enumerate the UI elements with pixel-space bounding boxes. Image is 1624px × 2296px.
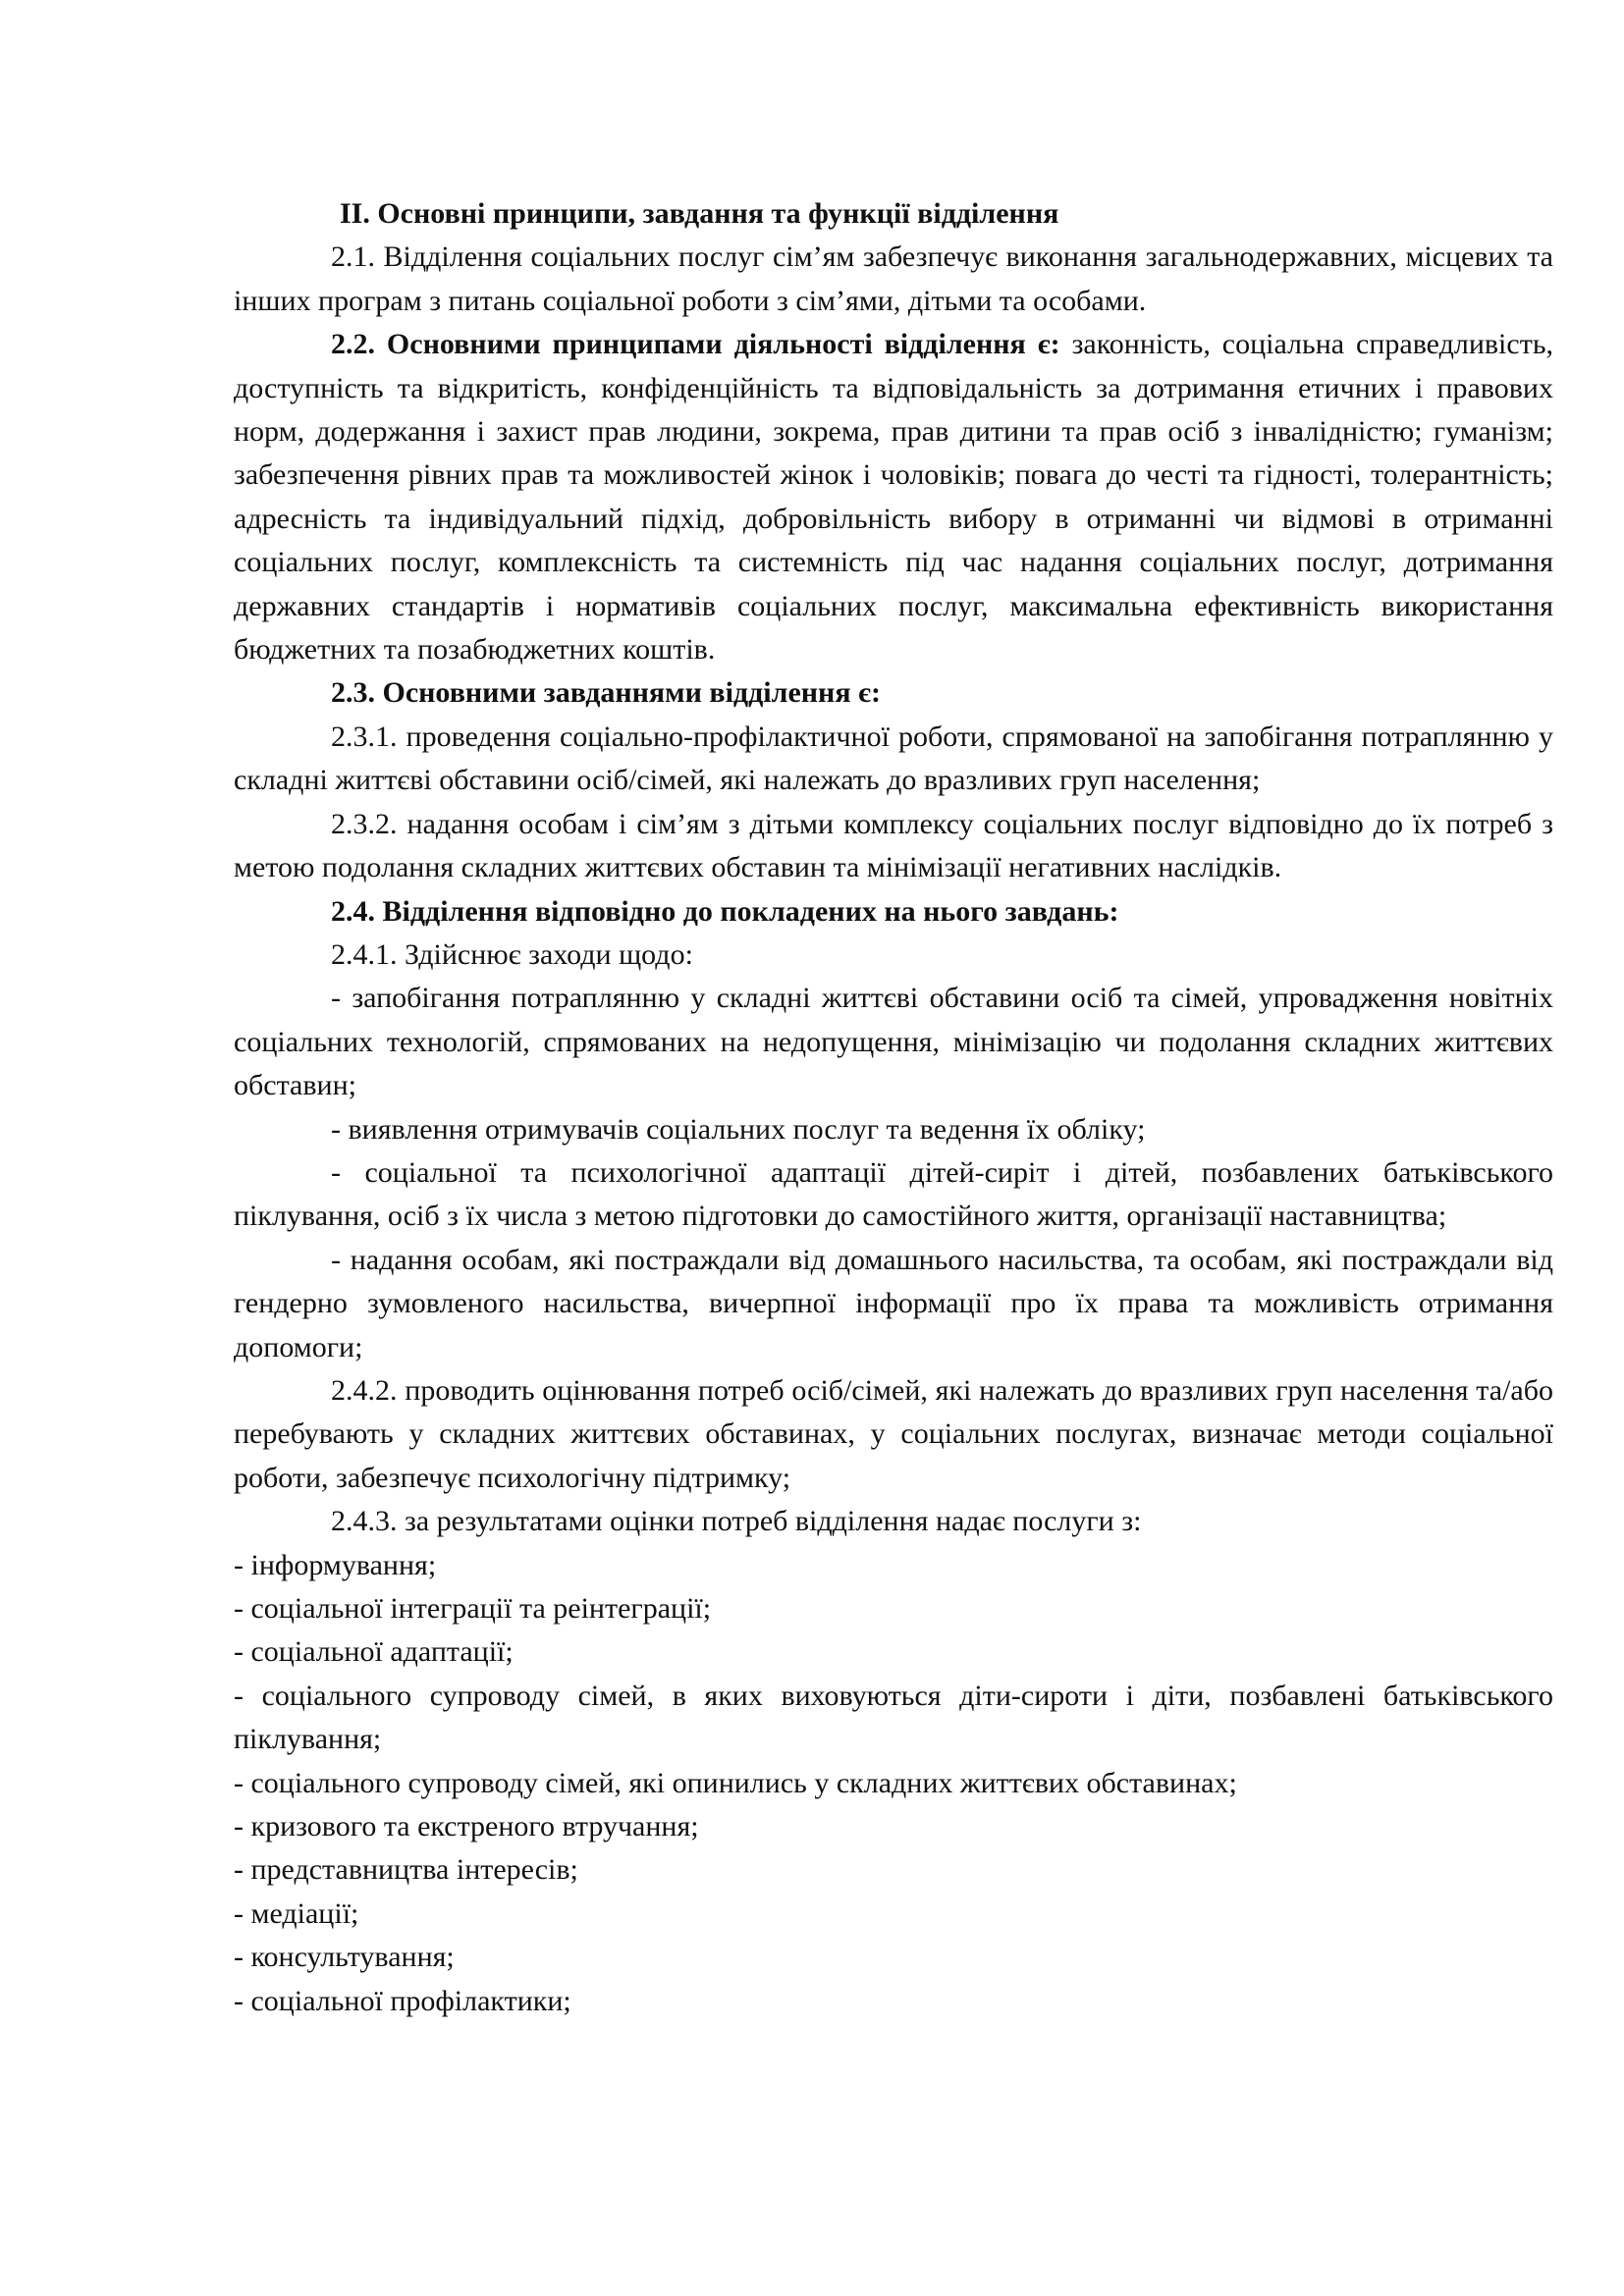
service-item: - соціального супроводу сімей, в яких виховуються діти-сироти і діти, позбавлені батьківського піклування; bbox=[234, 1679, 1553, 1756]
paragraph-2-2-lead: 2.2. Основними принципами діяльності відділення є: bbox=[331, 328, 1060, 361]
measure-item: - запобігання потраплянню у складні життєві обставини осіб та сімей, упровадження новітніх соціальних технологій, спрямованих на недопущення, мінімізацію чи подолання складних життєвих обставин; bbox=[234, 982, 1553, 1102]
service-item: - соціальної профілактики; bbox=[234, 1984, 571, 2017]
service-item: - кризового та екстреного втручання; bbox=[234, 1810, 699, 1843]
measure-item: - соціальної та психологічної адаптації дітей-сиріт і дітей, позбавлених батьківського піклування, осіб з їх числа з метою підготовки до самостійного життя, організації наставництва; bbox=[234, 1155, 1553, 1233]
paragraph-2-3-1: 2.3.1. проведення соціально-профілактичної роботи, спрямованої на запобігання потраплянню у складні життєві обставини осіб/сімей, які належать до вразливих груп населення; bbox=[234, 720, 1553, 797]
service-item: - консультування; bbox=[234, 1941, 455, 1974]
service-item: - соціальної адаптації; bbox=[234, 1635, 514, 1669]
paragraph-2-4-1: 2.4.1. Здійснює заходи щодо: bbox=[331, 937, 693, 971]
paragraph-2-4: 2.4. Відділення відповідно до покладених на нього завдань: bbox=[331, 894, 1119, 928]
paragraph-2-2-body: законність, соціальна справедливість, доступність та відкритість, конфіденційність та відповідальність за дотримання етичних і правових норм, додержання і захист прав людини, зокрема, прав дитини та прав осіб з інвалідністю; гуманізм; забезпечення рівних прав та можливостей жінок і чоловіків; повага до честі та гідності, толерантність; адресність та індивідуальний підхід, добровільність вибору в отриманні чи відмові в отриманні соціальних послуг, комплексність та системність під час надання соціальних послуг, дотримання державних стандартів і нормативів соціальних послуг, максимальна ефективність використання бюджетних та позабюджетних коштів. bbox=[234, 328, 1553, 667]
service-item: - медіації; bbox=[234, 1896, 359, 1930]
paragraph-2-3: 2.3. Основними завданнями відділення є: bbox=[331, 676, 882, 710]
paragraph-2-1: 2.1. Відділення соціальних послуг сім’ям забезпечує виконання загальнодержавних, місцевих та інших програм з питань соціальної роботи з сім’ями, дітьми та особами. bbox=[234, 240, 1553, 317]
paragraph-2-4-3: 2.4.3. за результатами оцінки потреб відділення надає послуги з: bbox=[331, 1505, 1142, 1538]
service-item: - соціального супроводу сімей, які опинились у складних життєвих обставинах; bbox=[234, 1766, 1237, 1799]
paragraph-2-3-2: 2.3.2. надання особам і сім’ям з дітьми комплексу соціальних послуг відповідно до їх потреб з метою подолання складних життєвих обставин та мінімізації негативних наслідків. bbox=[234, 807, 1553, 884]
section-heading: ІІ. Основні принципи, завдання та функції відділення bbox=[340, 197, 1059, 230]
measure-item: - виявлення отримувачів соціальних послуг та ведення їх обліку; bbox=[331, 1112, 1146, 1146]
service-item: - соціальної інтеграції та реінтеграції; bbox=[234, 1592, 712, 1625]
paragraph-2-4-2: 2.4.2. проводить оцінювання потреб осіб/сімей, які належать до вразливих груп населення та/або перебувають у складних життєвих обставинах, у соціальних послугах, визначає методи соціальної роботи, забезпечує психологічну підтримку; bbox=[234, 1373, 1553, 1494]
paragraph-2-2 bbox=[234, 323, 1553, 671]
service-item: - інформування; bbox=[234, 1548, 437, 1581]
service-item: - представництва інтересів; bbox=[234, 1853, 578, 1887]
measure-item: - надання особам, які постраждали від домашнього насильства, та особам, які постраждали від гендерно зумовленого насильства, вичерпної інформації про їх права та можливість отримання допомоги; bbox=[234, 1243, 1553, 1363]
document-body bbox=[234, 192, 1553, 2023]
